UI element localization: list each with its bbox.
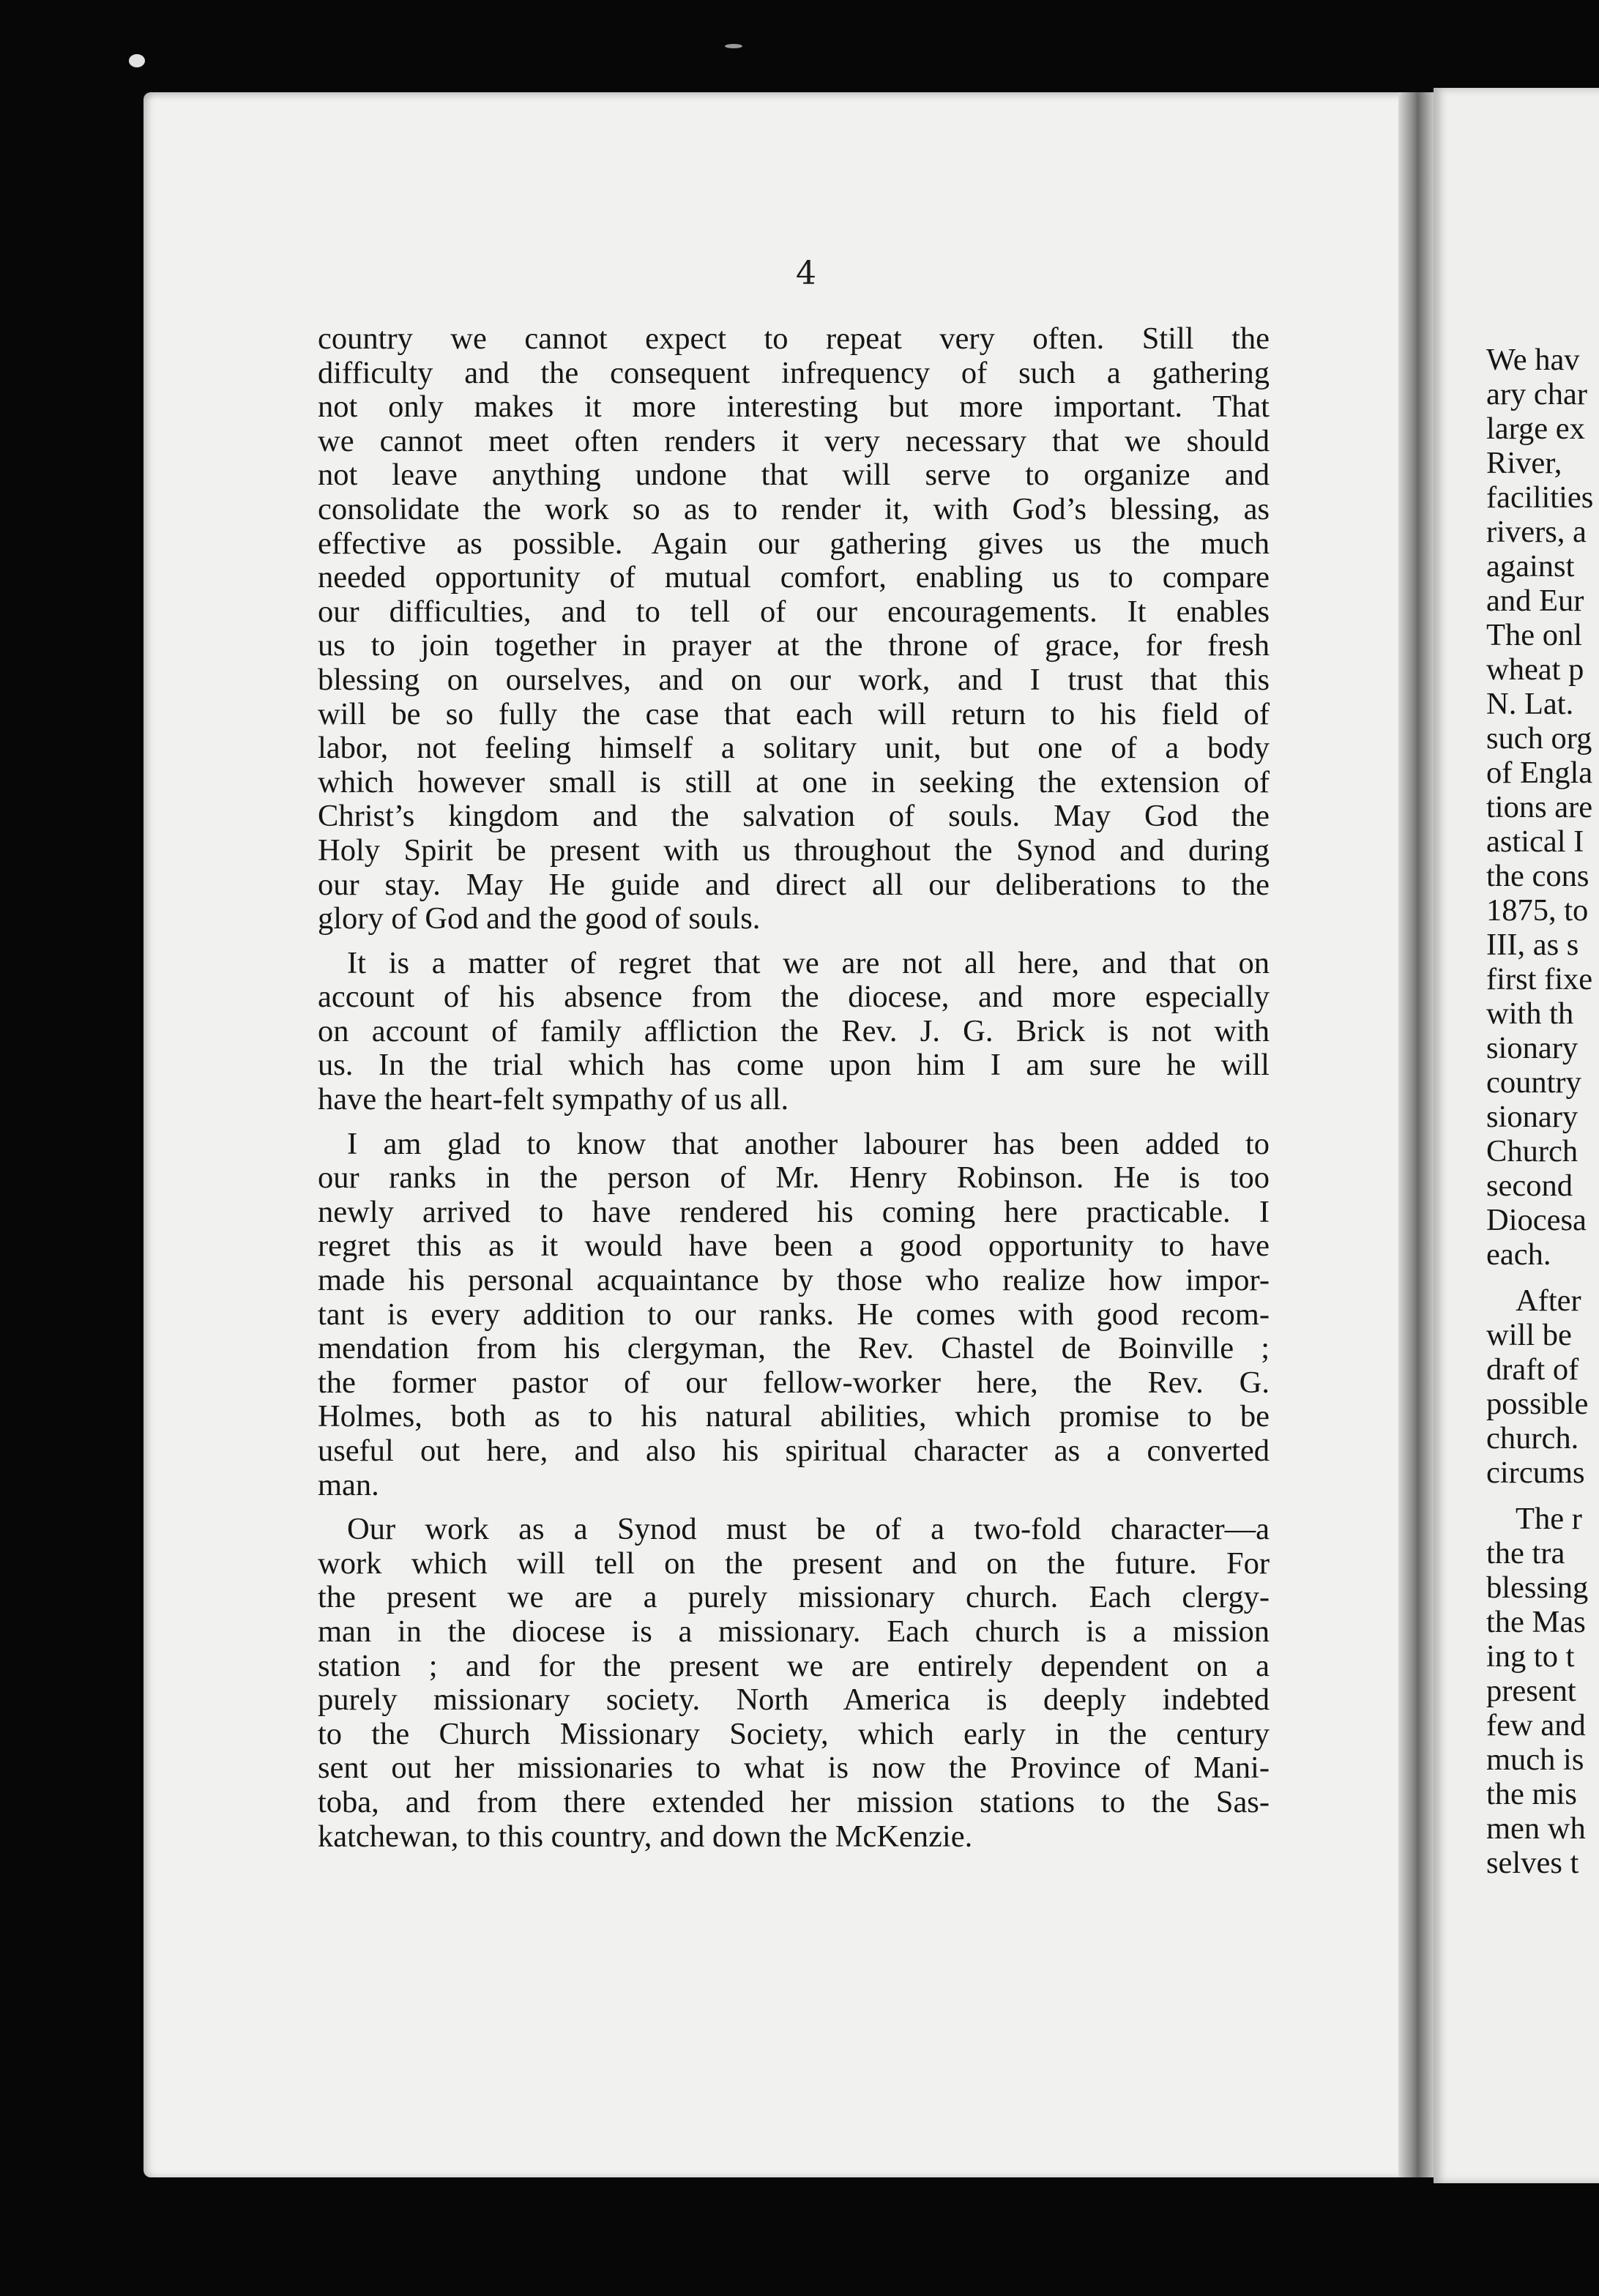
text-line: difficulty and the consequent infrequency of such a gathering — [318, 355, 1270, 390]
dust-speck — [129, 54, 145, 67]
text-line: made his personal acquaintance by those who realize how impor- — [318, 1263, 1270, 1298]
text-line: labor, not feeling himself a solitary unit, but one of a body — [318, 731, 1270, 766]
text-line: account of his absence from the diocese, and more especially — [318, 980, 1270, 1015]
text-line: to the Church Missionary Society, which early in the century — [318, 1716, 1270, 1751]
text-line: on account of family affliction the Rev. J. G. Brick is not with — [318, 1013, 1270, 1048]
text-line: Holy Spirit be present with us throughout the Synod and during — [318, 832, 1270, 868]
cropped-text-line: large ex — [1486, 411, 1585, 446]
cropped-text-line: The r — [1516, 1502, 1582, 1536]
cropped-text-line: the mis — [1486, 1777, 1577, 1811]
text-line: It is a matter of regret that we are not all here, and that on — [347, 945, 1270, 980]
cropped-text-line: N. Lat. — [1486, 687, 1574, 721]
text-line: mendation from his clergyman, the Rev. Chastel de Boinville ; — [318, 1331, 1270, 1366]
cropped-text-line: After — [1516, 1283, 1581, 1318]
text-line: not only makes it more interesting but more important. That — [318, 390, 1270, 425]
cropped-text-line: possible — [1486, 1387, 1589, 1421]
text-line: glory of God and the good of souls. — [318, 901, 761, 936]
cropped-text-line: the tra — [1486, 1536, 1565, 1570]
cropped-text-line: the Mas — [1486, 1605, 1586, 1639]
text-line: station ; and for the present we are entirely dependent on a — [318, 1648, 1270, 1683]
cropped-text-line: much is — [1486, 1742, 1584, 1777]
cropped-text-line: III, as s — [1486, 928, 1579, 962]
cropped-text-line: few and — [1486, 1708, 1586, 1742]
text-line: us. In the trial which has come upon him I am sure he will — [318, 1048, 1270, 1083]
text-line: country we cannot expect to repeat very often. Still the — [318, 321, 1270, 356]
cropped-text-line: of Engla — [1486, 756, 1593, 790]
page-number: 4 — [796, 255, 816, 292]
cropped-text-line: second — [1486, 1168, 1573, 1203]
cropped-text-line: with th — [1486, 996, 1574, 1031]
text-line: toba, and from there extended her mission stations to the Sas- — [318, 1784, 1270, 1819]
text-line: Holmes, both as to his natural abilities, which promise to be — [318, 1399, 1270, 1434]
cropped-text-line: 1875, to — [1486, 893, 1589, 928]
text-line: the former pastor of our fellow-worker here, the Rev. G. — [318, 1365, 1270, 1400]
paragraph — [318, 322, 1270, 936]
text-line: our difficulties, and to tell of our encouragements. It enables — [318, 594, 1270, 629]
text-line: I am glad to know that another labourer has been added to — [347, 1126, 1270, 1161]
text-line: the present we are a purely missionary church. Each clergy- — [318, 1580, 1270, 1615]
cropped-text-line: wheat p — [1486, 652, 1584, 687]
text-line: needed opportunity of mutual comfort, enabling us to compare — [318, 560, 1270, 595]
cropped-text-line: sionary — [1486, 1100, 1578, 1134]
text-line: useful out here, and also his spiritual character as a converted — [318, 1434, 1270, 1468]
left-page-body-text — [318, 322, 1270, 1864]
text-line: not leave anything undone that will serve to organize and — [318, 458, 1270, 493]
book-gutter — [1398, 92, 1434, 2177]
cropped-text-line: first fixe — [1486, 962, 1593, 996]
text-line: effective as possible. Again our gathering gives us the much — [318, 526, 1270, 561]
cropped-text-line: present — [1486, 1674, 1576, 1708]
cropped-text-line: church. — [1486, 1421, 1579, 1456]
text-line: we cannot meet often renders it very necessary that we should — [318, 423, 1270, 458]
cropped-text-line: rivers, a — [1486, 515, 1587, 549]
cropped-text-line: Church — [1486, 1134, 1578, 1168]
cropped-text-line: draft of — [1486, 1352, 1579, 1387]
cropped-text-line: will be — [1486, 1318, 1572, 1352]
cropped-text-line: ing to t — [1486, 1639, 1575, 1674]
text-line: consolidate the work so as to render it, with God’s blessing, as — [318, 491, 1270, 526]
text-line: work which will tell on the present and on the future. For — [318, 1546, 1270, 1581]
paragraph-gap — [1486, 1272, 1599, 1283]
paragraph — [318, 1128, 1270, 1503]
right-page-cropped-text — [1486, 343, 1599, 1880]
cropped-text-line: blessing — [1486, 1570, 1589, 1605]
text-line: us to join together in prayer at the throne of grace, for fresh — [318, 628, 1270, 663]
cropped-text-line: astical I — [1486, 824, 1584, 859]
cropped-text-line: facilities — [1486, 480, 1594, 515]
cropped-text-line: ary char — [1486, 377, 1588, 411]
paragraph-gap — [1486, 1490, 1599, 1502]
cropped-text-line: Diocesa — [1486, 1203, 1587, 1237]
cropped-text-line: each. — [1486, 1237, 1551, 1272]
paragraph — [318, 947, 1270, 1117]
cropped-text-line: and Eur — [1486, 584, 1584, 618]
text-line: Christ’s kingdom and the salvation of souls. May God the — [318, 799, 1270, 834]
cropped-text-line: River, — [1486, 446, 1562, 480]
cropped-text-line: country — [1486, 1065, 1581, 1100]
text-line: our ranks in the person of Mr. Henry Robinson. He is too — [318, 1160, 1270, 1196]
text-line: tant is every addition to our ranks. He comes with good recom- — [318, 1297, 1270, 1332]
text-line: our stay. May He guide and direct all our deliberations to the — [318, 867, 1270, 902]
text-line: newly arrived to have rendered his coming here practicable. I — [318, 1194, 1270, 1229]
text-line: blessing on ourselves, and on our work, and I trust that this — [318, 662, 1270, 697]
text-line: purely missionary society. North America is deeply indebted — [318, 1682, 1270, 1718]
cropped-text-line: We hav — [1486, 343, 1580, 377]
cropped-text-line: selves t — [1486, 1846, 1579, 1880]
cropped-text-line: the cons — [1486, 859, 1589, 893]
text-line: sent out her missionaries to what is now the Province of Mani- — [318, 1751, 1270, 1786]
cropped-text-line: tions are — [1486, 790, 1593, 824]
cropped-text-line: such org — [1486, 721, 1592, 756]
cropped-text-line: against — [1486, 549, 1575, 584]
text-line: will be so fully the case that each will return to his field of — [318, 696, 1270, 731]
text-line: Our work as a Synod must be of a two-fold character—a — [347, 1512, 1270, 1547]
text-line: have the heart-felt sympathy of us all. — [318, 1082, 789, 1117]
text-line: man in the diocese is a missionary. Each church is a mission — [318, 1614, 1270, 1649]
dust-speck — [725, 44, 742, 48]
text-line: which however small is still at one in seeking the extension of — [318, 764, 1270, 800]
paragraph — [318, 1513, 1270, 1854]
text-line: man. — [318, 1467, 379, 1502]
cropped-text-line: men wh — [1486, 1811, 1586, 1846]
cropped-text-line: circums — [1486, 1456, 1585, 1490]
cropped-text-line: The onl — [1486, 618, 1583, 652]
cropped-text-line: sionary — [1486, 1031, 1578, 1065]
text-line: katchewan, to this country, and down the McKenzie. — [318, 1819, 973, 1854]
text-line: regret this as it would have been a good opportunity to have — [318, 1229, 1270, 1264]
